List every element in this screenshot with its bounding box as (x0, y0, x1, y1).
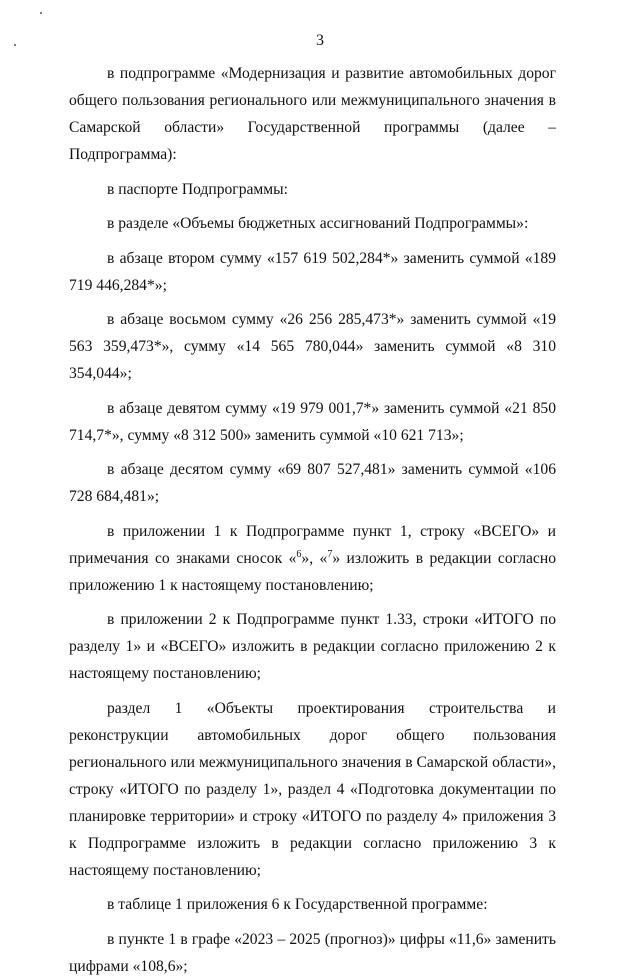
paragraph-passport: в паспорте Подпрограммы: (107, 180, 288, 198)
paragraph-subprogram-intro: в подпрограмме «Модернизация и развитие автомобильных дорог общего пользования регионального или межмуниципального значения в Самарской области» Государственной программы (далее – Подпрограмма): (69, 65, 556, 163)
scan-speck (40, 12, 42, 14)
appendix-1-text-mid: », « (301, 549, 328, 567)
paragraph-appendix-3: раздел 1 «Объекты проектирования строительства и реконструкции автомобильных дорог общего пользования регионального или межмуниципального значения в Самарской области», строку «ИТОГО по разделу 1», раздел 4 «Подготовка документации по планировке территории» и строку «ИТОГО по разделу 4» приложения 3 к Подпрограмме изложить в редакции согласно приложению 3 к настоящему постановлению; (69, 699, 556, 879)
paragraph-table-1: в таблице 1 приложения 6 к Государственной программе: (107, 896, 488, 913)
paragraph-point-1: в пункте 1 в графе «2023 – 2025 (прогноз)» цифры «11,6» заменить цифрами «108,6»; (69, 930, 556, 975)
footnote-mark-7: 7 (327, 548, 333, 560)
paragraph-abzac-10: в абзаце десятом сумму «69 807 527,481» заменить суммой «106 728 684,481»; (69, 461, 556, 505)
page-number: 3 (316, 32, 324, 49)
paragraph-appendix-1 (69, 518, 556, 599)
paragraph-abzac-8: в абзаце восьмом сумму «26 256 285,473*» заменить суммой «19 563 359,473*», сумму «14 565 780,044» заменить суммой «8 310 354,044»; (69, 311, 556, 382)
appendix-1-text-end: » изложить в редакции согласно приложению 1 к настоящему постановлению; (69, 549, 556, 594)
paragraph-abzac-2: в абзаце втором сумму «157 619 502,284*» заменить суммой «189 719 446,284*»; (69, 249, 556, 294)
footnote-mark-6: 6 (296, 548, 302, 560)
document-body (69, 60, 556, 980)
paragraph-appendix-2: в приложении 2 к Подпрограмме пункт 1.33, строки «ИТОГО по разделу 1» и «ВСЕГО» изложить в редакции согласно приложению 2 к настоящему постановлению; (69, 611, 556, 682)
paragraph-abzac-9: в абзаце девятом сумму «19 979 001,7*» заменить суммой «21 850 714,7*», сумму «8 312 500» заменить суммой «10 621 713»; (69, 399, 556, 444)
paragraph-budget-section: в разделе «Объемы бюджетных ассигнований Подпрограммы»: (107, 215, 529, 232)
appendix-1-text-start: в приложении 1 к Подпрограмме пункт 1, строку «ВСЕГО» и примечания со знаками сносок « (69, 522, 556, 567)
